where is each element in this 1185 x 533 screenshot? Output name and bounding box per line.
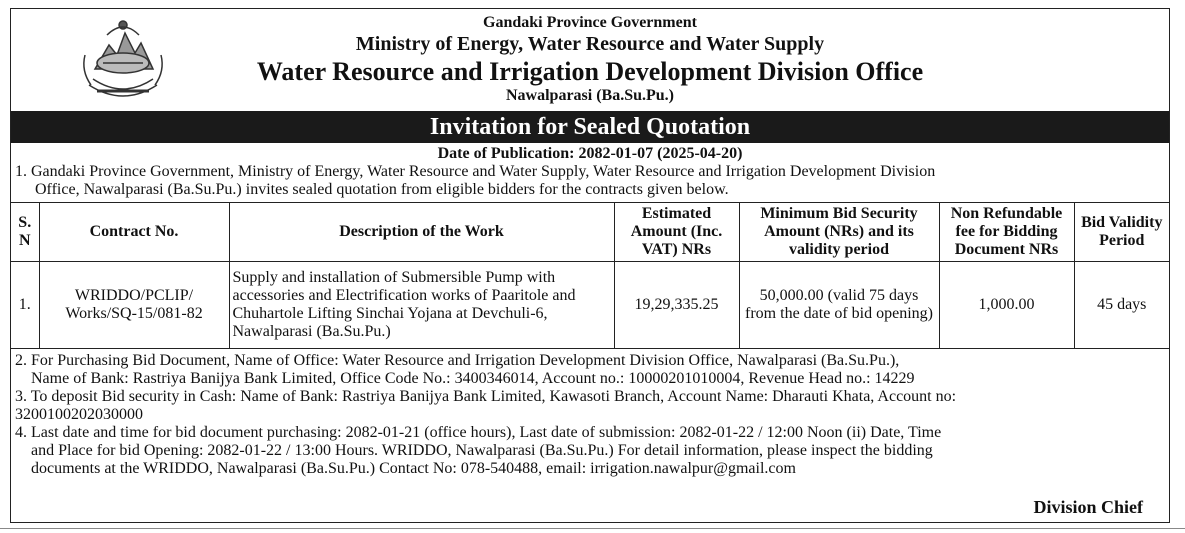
- intro-paragraph: [11, 163, 1169, 199]
- cell-contract-no: WRIDDO/PCLIP/ Works/SQ-15/081-82: [39, 262, 229, 349]
- note-line: 2. For Purchasing Bid Document, Name of Office: Water Resource and Irrigation Development Division Office, Nawalparasi (Ba.Su.Pu.),: [15, 352, 900, 369]
- header-contract-no: Contract No.: [39, 203, 229, 262]
- cell-sn: 1.: [11, 262, 39, 349]
- note-line: 4. Last date and time for bid document purchasing: 2082-01-21 (office hours), Last date of submission: 2082-01-22 / 12:00 Noon (ii) Date, Time: [15, 424, 942, 441]
- header-bid-security: Minimum Bid Security Amount (NRs) and its validity period: [739, 203, 939, 262]
- ministry-name: Ministry of Energy, Water Resource and Water Supply: [355, 33, 825, 55]
- note-line: Name of Bank: Rastriya Banijya Bank Limited, Office Code No.: 3400346014, Account no.: 10000201010004, Revenue Head no.: 14229: [31, 370, 915, 387]
- header-description: Description of the Work: [229, 203, 614, 262]
- publication-date: Date of Publication: 2082-01-07 (2025-04-20): [437, 145, 743, 162]
- cell-estimated-amount: 19,29,335.25: [614, 262, 739, 349]
- cell-description: Supply and installation of Submersible Pump with accessories and Electrification works of Paaritole and Chuhartole Lifting Sinchai Yojana at Devchuli-6, Nawalparasi (Ba.Su.Pu.): [229, 262, 614, 349]
- signature: Division Chief: [1033, 497, 1143, 517]
- notice-header: [11, 9, 1169, 111]
- header-bid-validity: Bid Validity Period: [1074, 203, 1169, 262]
- intro-line: Office, Nawalparasi (Ba.Su.Pu.) invites sealed quotation from eligible bidders for the contracts given below.: [35, 181, 729, 198]
- cell-bid-validity: 45 days: [1074, 262, 1169, 349]
- office-location: Nawalparasi (Ba.Su.Pu.): [505, 87, 675, 104]
- note-line: 3200100202030000: [15, 406, 143, 423]
- cell-document-fee: 1,000.00: [939, 262, 1074, 349]
- note-line: and Place for bid Opening: 2082-01-22 / 13:00 Hours. WRIDDO, Nawalparasi (Ba.Su.Pu.) For detail information, please inspect the bidding: [31, 442, 933, 459]
- header-sn: S. N: [11, 203, 39, 262]
- notes-section: [11, 349, 1169, 478]
- province-government: Gandaki Province Government: [483, 14, 697, 31]
- office-name: Water Resource and Irrigation Development Division Office: [256, 57, 924, 86]
- header-document-fee: Non Refundable fee for Bidding Document NRs: [939, 203, 1074, 262]
- divider: [0, 528, 1185, 529]
- table-row: [11, 262, 1169, 349]
- table-header-row: [11, 203, 1169, 262]
- quotation-notice: [10, 8, 1170, 523]
- header-estimated-amount: Estimated Amount (Inc. VAT) NRs: [614, 203, 739, 262]
- intro-line: 1. Gandaki Province Government, Ministry of Energy, Water Resource and Water Supply, Water Resource and Irrigation Development Division: [15, 163, 936, 180]
- notice-title: Invitation for Sealed Quotation: [11, 111, 1169, 143]
- cell-bid-security: 50,000.00 (valid 75 days from the date of bid opening): [739, 262, 939, 349]
- note-line: documents at the WRIDDO, Nawalparasi (Ba.Su.Pu.) Contact No: 078-540488, email: irrigation.nawalpur@gmail.com: [31, 460, 796, 477]
- note-line: 3. To deposit Bid security in Cash: Name of Bank: Rastriya Banijya Bank Limited, Kawasoti Branch, Account Name: Dharauti Khata, Account no:: [15, 388, 957, 405]
- contract-table: [11, 202, 1169, 349]
